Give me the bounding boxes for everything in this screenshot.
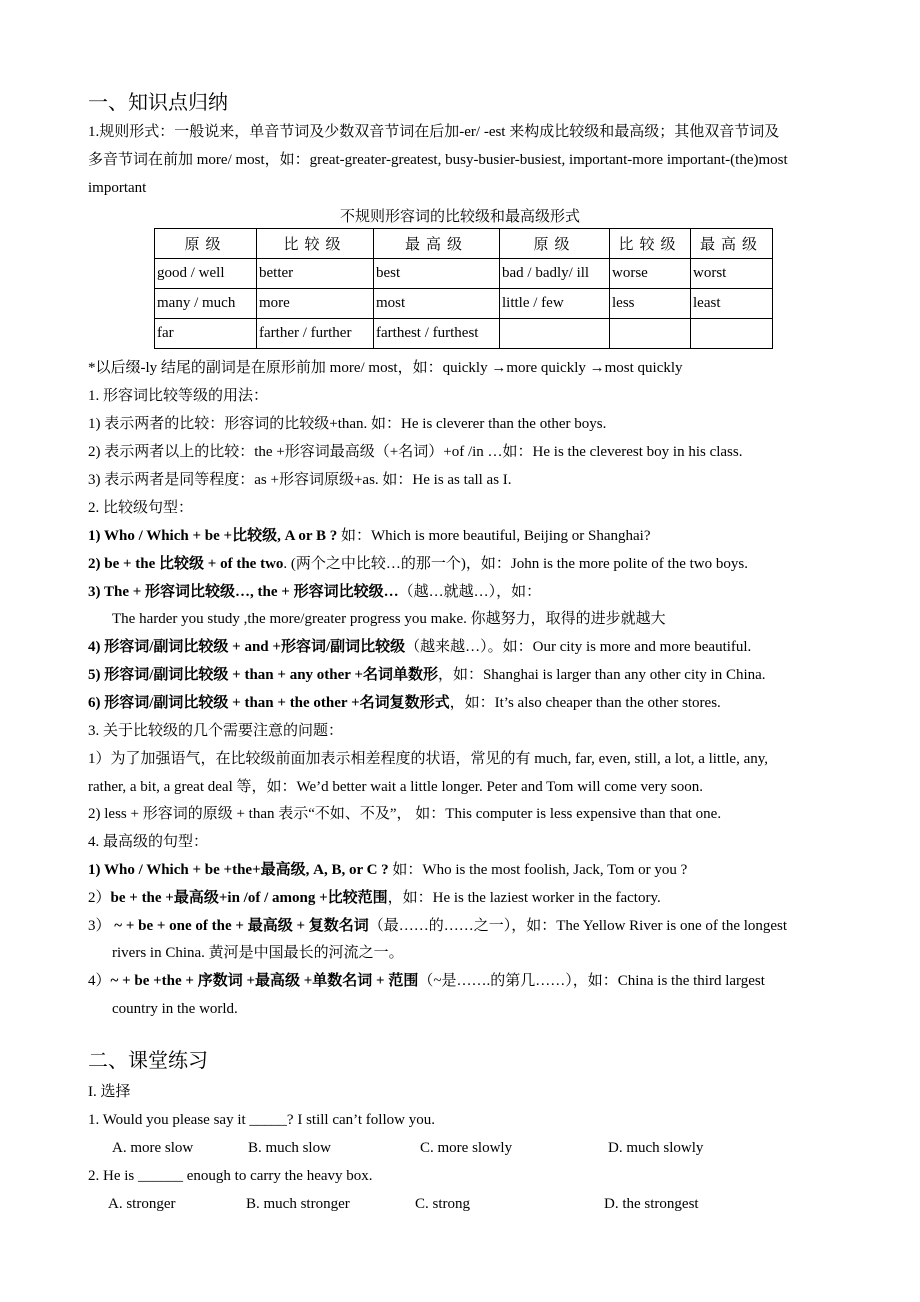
comparative-pattern-2: [88, 554, 748, 574]
table-cell: most: [374, 289, 500, 319]
pattern-formula: be + the +最高级+in /of / among +比较范围: [110, 890, 388, 906]
table-header-cell: 比较级: [610, 229, 691, 259]
q1-option-d: D. much slowly: [608, 1140, 704, 1156]
comparative-pattern-3-example: The harder you study ,the more/greater progress you make. 你越努力，取得的进步就越大: [112, 611, 666, 627]
q2-option-c: C. strong: [415, 1196, 471, 1212]
pattern-formula: 1) Who / Which + be +the+最高级, A, B, or C ?: [88, 862, 389, 878]
table-cell: worse: [610, 259, 691, 289]
table-cell: many / much: [155, 289, 257, 319]
pattern-formula: 4) 形容词/副词比较级 + and +形容词/副词比较级: [88, 639, 406, 655]
note-item-1-line2: rather, a bit, a great deal 等，如：We’d better wait a little longer. Peter and Tom will come very soon.: [88, 779, 704, 795]
superlative-pattern-3: [88, 916, 787, 936]
note-item-2: 2) less + 形容词的原级 + than 表示“不如、不及”， 如：This computer is less expensive than that one.: [88, 806, 722, 822]
table-cell: [691, 319, 773, 349]
table-row: [155, 259, 773, 289]
pattern-formula: 2) be + the 比较级 + of the two: [88, 556, 284, 572]
pattern-number: 3）: [88, 918, 111, 934]
table-header-cell: 原级: [155, 229, 257, 259]
comparative-pattern-4: [88, 637, 751, 657]
pattern-example: . (两个之中比较…的那一个)，如：John is the more polite of the two boys.: [283, 556, 748, 572]
paragraph-regular-form-line1: 1.规则形式：一般说来，单音节词及少数双音节词在后加-er/ -est 来构成比较级和最高级；其他双音节词及: [88, 124, 780, 140]
pattern-example: （越来越…）。如：Our city is more and more beautiful.: [405, 639, 752, 655]
q1-option-a: A. more slow: [112, 1140, 194, 1156]
q2-option-b: B. much stronger: [246, 1196, 350, 1212]
table-cell: bad / badly/ ill: [500, 259, 610, 289]
q1-option-b: B. much slow: [248, 1140, 331, 1156]
pattern-formula: 6) 形容词/副词比较级 + than + the other +名词复数形式: [88, 695, 450, 711]
table-cell: farthest / furthest: [374, 319, 500, 349]
superlative-pattern-4-line2: country in the world.: [112, 1001, 238, 1017]
pattern-example: 如：Who is the most foolish, Jack, Tom or you ?: [388, 862, 688, 878]
pattern-example: ，如：It’s also cheaper than the other stores.: [449, 695, 721, 711]
paragraph-regular-form-line3: important: [88, 180, 147, 196]
pattern-example: （越…就越…），如：: [398, 584, 542, 600]
table-cell: farther / further: [257, 319, 374, 349]
comparative-pattern-5: [88, 665, 766, 685]
superlative-pattern-4: [88, 971, 765, 991]
irregular-forms-table: [154, 228, 773, 349]
section-usage-title: 1. 形容词比较等级的用法：: [88, 388, 269, 404]
pattern-example: 如：Which is more beautiful, Beijing or Shanghai?: [337, 528, 651, 544]
table-row: [155, 319, 773, 349]
table-cell: least: [691, 289, 773, 319]
table-cell: good / well: [155, 259, 257, 289]
table-cell: more: [257, 289, 374, 319]
table-cell: better: [257, 259, 374, 289]
pattern-formula: 1) Who / Which + be +比较级, A or B ?: [88, 528, 338, 544]
pattern-example: （~是…….的第几……），如：China is the third largest: [418, 973, 765, 989]
pattern-formula: ~ + be + one of the + 最高级 + 复数名词: [110, 918, 369, 934]
q1-option-c: C. more slowly: [420, 1140, 513, 1156]
comparative-pattern-3: [88, 582, 541, 602]
note-ly-adverbs: *以后缀-ly 结尾的副词是在原形前加 more/ most，如：quickly →more quickly →most quickly: [88, 360, 683, 376]
paragraph-regular-form-line2: 多音节词在前加 more/ most，如：great-greater-greatest, busy-busier-busiest, important-more important-(the)most: [88, 152, 788, 168]
table-cell: [610, 319, 691, 349]
table-header-cell: 原级: [500, 229, 610, 259]
section-superlative-patterns-title: 4. 最高级的句型：: [88, 834, 209, 850]
pattern-number: 4）: [88, 973, 111, 989]
table-cell: little / few: [500, 289, 610, 319]
table-caption: 不规则形容词的比较级和最高级形式: [339, 209, 580, 225]
usage-item-1: 1) 表示两者的比较：形容词的比较级+than. 如：He is cleverer than the other boys.: [88, 416, 607, 432]
section-notes-title: 3. 关于比较级的几个需要注意的问题：: [88, 723, 344, 739]
table-cell: far: [155, 319, 257, 349]
comparative-pattern-6: [88, 693, 721, 713]
question-2: 2. He is ______ enough to carry the heavy box.: [88, 1168, 373, 1184]
usage-item-2: 2) 表示两者以上的比较：the +形容词最高级（+名词）+of /in …如：He is the cleverest boy in his class.: [88, 444, 743, 460]
table-header-row: [155, 229, 773, 259]
q2-option-d: D. the strongest: [604, 1196, 699, 1212]
superlative-pattern-2: [88, 888, 661, 908]
table-cell: best: [374, 259, 500, 289]
superlative-pattern-3-line2: rivers in China. 黄河是中国最长的河流之一。: [112, 945, 404, 961]
table-header-cell: 最高级: [374, 229, 500, 259]
note-item-1-line1: 1）为了加强语气，在比较级前面加表示相差程度的状语，常见的有 much, far, even, still, a lot, a little, any,: [88, 751, 769, 767]
question-1: 1. Would you please say it _____? I still can’t follow you.: [88, 1112, 435, 1128]
usage-item-3: 3) 表示两者是同等程度：as +形容词原级+as. 如：He is as tall as I.: [88, 472, 512, 488]
pattern-number: 2）: [88, 890, 111, 906]
section-comparative-patterns-title: 2. 比较级句型：: [88, 500, 194, 516]
comparative-pattern-1: [88, 526, 650, 546]
table-row: [155, 289, 773, 319]
superlative-pattern-1: [88, 860, 687, 880]
pattern-formula: ~ + be +the + 序数词 +最高级 +单数名词 + 范围: [110, 973, 419, 989]
table-header-cell: 比较级: [257, 229, 374, 259]
section-1-title: 一、知识点归纳: [88, 90, 228, 114]
pattern-example: ，如：He is the laziest worker in the factory.: [387, 890, 661, 906]
table-cell: worst: [691, 259, 773, 289]
pattern-example: ，如：Shanghai is larger than any other city in China.: [437, 667, 766, 683]
table-cell: [500, 319, 610, 349]
pattern-formula: 3) The + 形容词比较级…, the + 形容词比较级…: [88, 584, 399, 600]
q2-option-a: A. stronger: [108, 1196, 176, 1212]
table-header-cell: 最高级: [691, 229, 773, 259]
table-cell: less: [610, 289, 691, 319]
pattern-formula: 5) 形容词/副词比较级 + than + any other +名词单数形: [88, 667, 438, 683]
exercise-part-label: I. 选择: [88, 1084, 131, 1100]
pattern-example: （最……的……之一），如：The Yellow River is one of the longest: [368, 918, 788, 934]
section-2-title: 二、课堂练习: [88, 1048, 208, 1072]
